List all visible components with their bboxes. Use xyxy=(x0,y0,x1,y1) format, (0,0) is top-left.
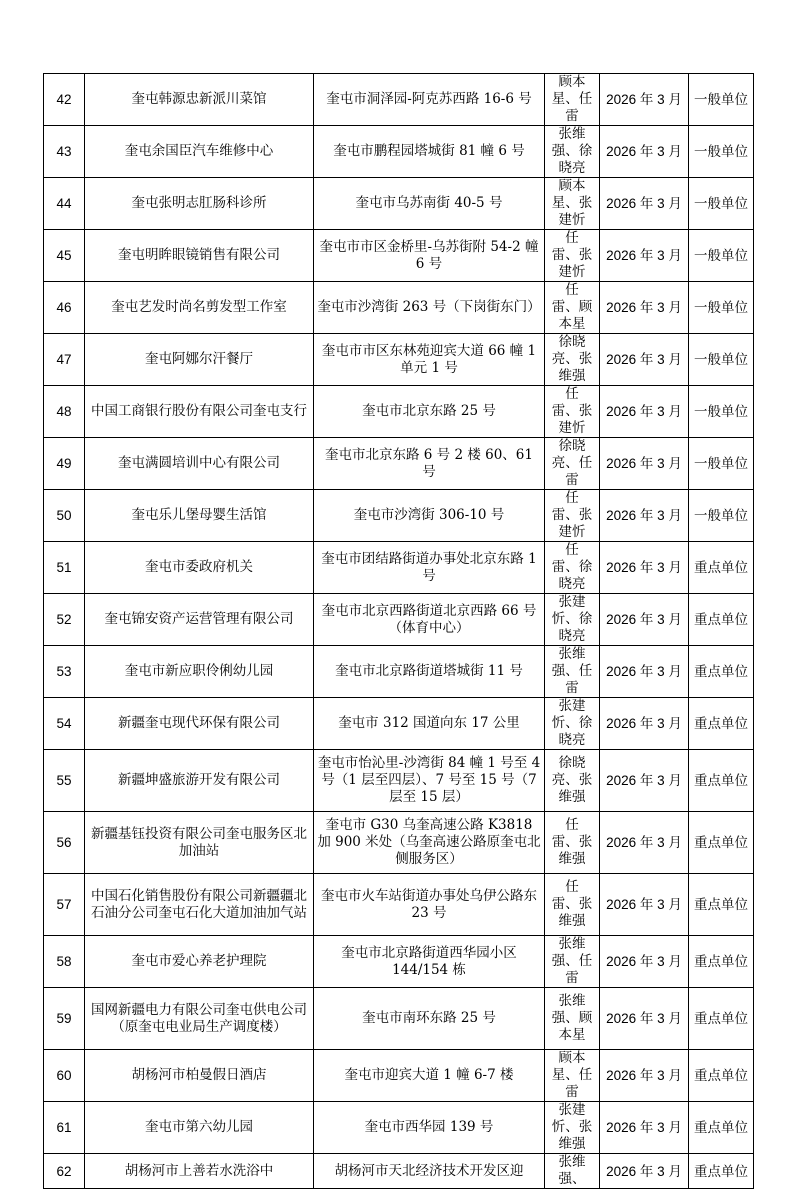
inspection-date: 2026 年 3 月 xyxy=(600,126,689,178)
unit-category: 重点单位 xyxy=(689,1154,754,1189)
inspectors: 任 雷、张建忻 xyxy=(545,386,600,438)
unit-category: 重点单位 xyxy=(689,646,754,698)
unit-name: 新疆基钰投资有限公司奎屯服务区北加油站 xyxy=(85,812,314,874)
unit-category: 一般单位 xyxy=(689,126,754,178)
row-number: 55 xyxy=(44,750,85,812)
inspection-date: 2026 年 3 月 xyxy=(600,438,689,490)
inspectors: 任 雷、顾本星 xyxy=(545,282,600,334)
row-number: 50 xyxy=(44,490,85,542)
inspection-date: 2026 年 3 月 xyxy=(600,490,689,542)
inspectors: 顾本星、任 雷 xyxy=(545,74,600,126)
unit-address: 奎屯市北京路街道塔城街 11 号 xyxy=(314,646,545,698)
row-number: 44 xyxy=(44,178,85,230)
unit-address: 奎屯市火车站街道办事处乌伊公路东 23 号 xyxy=(314,874,545,936)
unit-address: 奎屯市西华园 139 号 xyxy=(314,1102,545,1154)
unit-category: 重点单位 xyxy=(689,988,754,1050)
row-number: 58 xyxy=(44,936,85,988)
inspection-date: 2026 年 3 月 xyxy=(600,698,689,750)
unit-name: 新疆坤盛旅游开发有限公司 xyxy=(85,750,314,812)
unit-name: 奎屯满圆培训中心有限公司 xyxy=(85,438,314,490)
inspection-date: 2026 年 3 月 xyxy=(600,386,689,438)
unit-category: 一般单位 xyxy=(689,438,754,490)
inspection-date: 2026 年 3 月 xyxy=(600,646,689,698)
unit-name: 奎屯市委政府机关 xyxy=(85,542,314,594)
inspection-date: 2026 年 3 月 xyxy=(600,1102,689,1154)
unit-name: 奎屯市爱心养老护理院 xyxy=(85,936,314,988)
unit-category: 重点单位 xyxy=(689,874,754,936)
inspection-date: 2026 年 3 月 xyxy=(600,230,689,282)
table-body xyxy=(44,74,754,1189)
unit-category: 重点单位 xyxy=(689,698,754,750)
inspectors: 张维强、顾本星 xyxy=(545,988,600,1050)
unit-name: 胡杨河市柏曼假日酒店 xyxy=(85,1050,314,1102)
inspection-date: 2026 年 3 月 xyxy=(600,874,689,936)
unit-name: 奎屯明眸眼镜销售有限公司 xyxy=(85,230,314,282)
table-row xyxy=(44,698,754,750)
row-number: 43 xyxy=(44,126,85,178)
unit-name: 奎屯余国臣汽车维修中心 xyxy=(85,126,314,178)
inspectors: 张维强、任 雷 xyxy=(545,646,600,698)
row-number: 59 xyxy=(44,988,85,1050)
unit-category: 一般单位 xyxy=(689,334,754,386)
unit-address: 奎屯市沙湾街 263 号（下岗街东门） xyxy=(314,282,545,334)
inspection-date: 2026 年 3 月 xyxy=(600,282,689,334)
inspection-table xyxy=(43,73,754,1189)
table-row xyxy=(44,1050,754,1102)
unit-address: 奎屯市北京东路 25 号 xyxy=(314,386,545,438)
row-number: 60 xyxy=(44,1050,85,1102)
row-number: 54 xyxy=(44,698,85,750)
inspection-date: 2026 年 3 月 xyxy=(600,1050,689,1102)
unit-address: 奎屯市北京路街道西华园小区 144/154 栋 xyxy=(314,936,545,988)
table-row xyxy=(44,334,754,386)
row-number: 42 xyxy=(44,74,85,126)
inspectors: 徐晓亮、张维强 xyxy=(545,750,600,812)
table-row xyxy=(44,438,754,490)
unit-name: 奎屯市第六幼儿园 xyxy=(85,1102,314,1154)
unit-category: 重点单位 xyxy=(689,1102,754,1154)
unit-address: 奎屯市沙湾街 306-10 号 xyxy=(314,490,545,542)
table-row xyxy=(44,282,754,334)
inspectors: 任 雷、张维强 xyxy=(545,874,600,936)
table-row xyxy=(44,936,754,988)
inspectors: 张维强、任 雷 xyxy=(545,936,600,988)
unit-address: 奎屯市南环东路 25 号 xyxy=(314,988,545,1050)
row-number: 47 xyxy=(44,334,85,386)
table-row xyxy=(44,542,754,594)
unit-category: 一般单位 xyxy=(689,178,754,230)
inspectors: 任 雷、张建忻 xyxy=(545,490,600,542)
unit-category: 重点单位 xyxy=(689,1050,754,1102)
inspectors: 顾本星、任 雷 xyxy=(545,1050,600,1102)
unit-address: 胡杨河市天北经济技术开发区迎 xyxy=(314,1154,545,1189)
unit-address: 奎屯市市区东林苑迎宾大道 66 幢 1 单元 1 号 xyxy=(314,334,545,386)
table-row xyxy=(44,812,754,874)
table-row xyxy=(44,386,754,438)
inspectors: 任 雷、徐晓亮 xyxy=(545,542,600,594)
unit-address: 奎屯市市区金桥里-乌苏街附 54-2 幢 6 号 xyxy=(314,230,545,282)
unit-category: 一般单位 xyxy=(689,282,754,334)
row-number: 51 xyxy=(44,542,85,594)
table-row xyxy=(44,178,754,230)
unit-address: 奎屯市 G30 乌奎高速公路 K3818 加 900 米处（乌奎高速公路原奎屯北侧服务区） xyxy=(314,812,545,874)
unit-address: 奎屯市北京西路街道北京西路 66 号（体育中心） xyxy=(314,594,545,646)
inspection-date: 2026 年 3 月 xyxy=(600,1154,689,1189)
inspectors: 张建忻、徐晓亮 xyxy=(545,594,600,646)
row-number: 56 xyxy=(44,812,85,874)
unit-name: 奎屯市新应职伶俐幼儿园 xyxy=(85,646,314,698)
unit-name: 奎屯锦安资产运营管理有限公司 xyxy=(85,594,314,646)
unit-name: 国网新疆电力有限公司奎屯供电公司（原奎屯电业局生产调度楼） xyxy=(85,988,314,1050)
row-number: 52 xyxy=(44,594,85,646)
row-number: 53 xyxy=(44,646,85,698)
table-row xyxy=(44,750,754,812)
table-row xyxy=(44,1102,754,1154)
unit-address: 奎屯市鹏程园塔城街 81 幢 6 号 xyxy=(314,126,545,178)
unit-name: 中国工商银行股份有限公司奎屯支行 xyxy=(85,386,314,438)
unit-address: 奎屯市 312 国道向东 17 公里 xyxy=(314,698,545,750)
table-row xyxy=(44,646,754,698)
unit-name: 胡杨河市上善若水洗浴中 xyxy=(85,1154,314,1189)
inspection-date: 2026 年 3 月 xyxy=(600,812,689,874)
unit-name: 奎屯韩源忠新派川菜馆 xyxy=(85,74,314,126)
inspectors: 徐晓亮、张维强 xyxy=(545,334,600,386)
unit-name: 奎屯乐儿堡母婴生活馆 xyxy=(85,490,314,542)
row-number: 48 xyxy=(44,386,85,438)
unit-category: 重点单位 xyxy=(689,812,754,874)
row-number: 61 xyxy=(44,1102,85,1154)
unit-name: 奎屯阿娜尔汗餐厅 xyxy=(85,334,314,386)
table-row xyxy=(44,230,754,282)
unit-name: 奎屯张明志肛肠科诊所 xyxy=(85,178,314,230)
unit-name: 奎屯艺发时尚名剪发型工作室 xyxy=(85,282,314,334)
unit-address: 奎屯市洞泽园-阿克苏西路 16-6 号 xyxy=(314,74,545,126)
inspectors: 张维强、徐晓亮 xyxy=(545,126,600,178)
inspection-date: 2026 年 3 月 xyxy=(600,936,689,988)
table-row xyxy=(44,490,754,542)
unit-category: 重点单位 xyxy=(689,936,754,988)
table-row xyxy=(44,988,754,1050)
inspectors: 徐晓亮、任 雷 xyxy=(545,438,600,490)
table-row xyxy=(44,126,754,178)
unit-category: 一般单位 xyxy=(689,490,754,542)
unit-category: 一般单位 xyxy=(689,74,754,126)
unit-name: 新疆奎屯现代环保有限公司 xyxy=(85,698,314,750)
unit-category: 重点单位 xyxy=(689,594,754,646)
inspection-date: 2026 年 3 月 xyxy=(600,74,689,126)
unit-address: 奎屯市迎宾大道 1 幢 6-7 楼 xyxy=(314,1050,545,1102)
inspectors: 张维强、 xyxy=(545,1154,600,1189)
unit-category: 重点单位 xyxy=(689,542,754,594)
inspection-date: 2026 年 3 月 xyxy=(600,334,689,386)
unit-address: 奎屯市团结路街道办事处北京东路 1 号 xyxy=(314,542,545,594)
inspectors: 顾本星、张建忻 xyxy=(545,178,600,230)
inspection-date: 2026 年 3 月 xyxy=(600,594,689,646)
table-row xyxy=(44,594,754,646)
inspectors: 任 雷、张建忻 xyxy=(545,230,600,282)
inspection-date: 2026 年 3 月 xyxy=(600,178,689,230)
unit-address: 奎屯市乌苏南街 40-5 号 xyxy=(314,178,545,230)
row-number: 57 xyxy=(44,874,85,936)
unit-category: 一般单位 xyxy=(689,230,754,282)
row-number: 45 xyxy=(44,230,85,282)
row-number: 46 xyxy=(44,282,85,334)
table-row xyxy=(44,874,754,936)
inspectors: 任 雷、张维强 xyxy=(545,812,600,874)
row-number: 49 xyxy=(44,438,85,490)
row-number: 62 xyxy=(44,1154,85,1189)
table-row xyxy=(44,1154,754,1189)
inspection-date: 2026 年 3 月 xyxy=(600,542,689,594)
unit-address: 奎屯市怡沁里-沙湾街 84 幢 1 号至 4 号（1 层至四层）、7 号至 15 号（7 层至 15 层） xyxy=(314,750,545,812)
inspection-date: 2026 年 3 月 xyxy=(600,988,689,1050)
unit-address: 奎屯市北京东路 6 号 2 楼 60、61 号 xyxy=(314,438,545,490)
inspection-date: 2026 年 3 月 xyxy=(600,750,689,812)
inspectors: 张建忻、徐晓亮 xyxy=(545,698,600,750)
inspectors: 张建忻、张维强 xyxy=(545,1102,600,1154)
unit-category: 重点单位 xyxy=(689,750,754,812)
unit-name: 中国石化销售股份有限公司新疆疆北石油分公司奎屯石化大道加油加气站 xyxy=(85,874,314,936)
unit-category: 一般单位 xyxy=(689,386,754,438)
table-row xyxy=(44,74,754,126)
